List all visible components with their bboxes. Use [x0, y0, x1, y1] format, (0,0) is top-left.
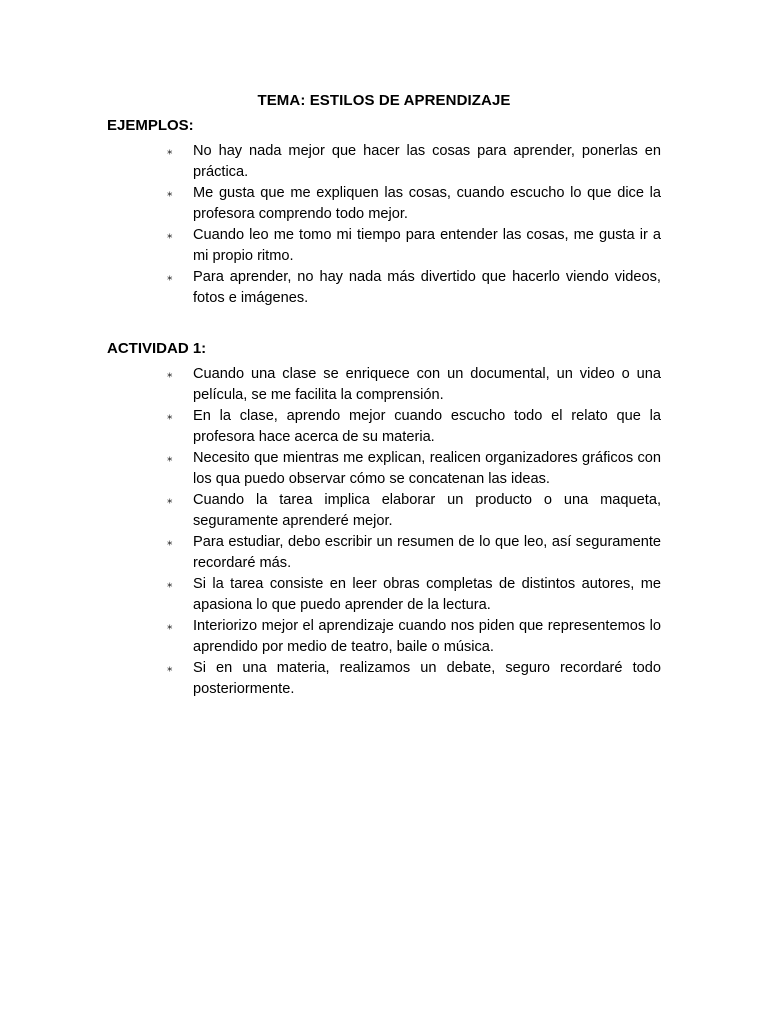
section-heading-ejemplos: EJEMPLOS:	[107, 117, 194, 134]
list-item	[167, 616, 661, 658]
list-item-text: Interiorizo mejor el aprendizaje cuando nos piden que representemos lo aprendido por medio de teatro, baile o música.	[193, 618, 661, 655]
asterisk-bullet-icon: ⁎	[167, 578, 173, 590]
list-item	[167, 141, 661, 183]
list-item-text: Necesito que mientras me explican, realicen organizadores gráficos con los qua puedo observar cómo se concatenan las ideas.	[193, 450, 661, 487]
page-title: TEMA: ESTILOS DE APRENDIZAJE	[257, 92, 511, 109]
asterisk-bullet-icon: ⁎	[167, 368, 173, 380]
asterisk-bullet-icon: ⁎	[167, 271, 173, 283]
list-item	[167, 183, 661, 225]
asterisk-bullet-icon: ⁎	[167, 662, 173, 674]
list-item	[167, 225, 661, 267]
list-item-text: Para estudiar, debo escribir un resumen de lo que leo, así seguramente recordaré más.	[193, 534, 661, 571]
asterisk-bullet-icon: ⁎	[167, 229, 173, 241]
list-item	[167, 658, 661, 700]
list-item-text: Cuando la tarea implica elaborar un producto o una maqueta, seguramente aprenderé mejor.	[193, 492, 661, 529]
list-item-text: Me gusta que me expliquen las cosas, cuando escucho lo que dice la profesora comprendo todo mejor.	[193, 185, 661, 222]
asterisk-bullet-icon: ⁎	[167, 187, 173, 199]
list-item	[167, 267, 661, 309]
asterisk-bullet-icon: ⁎	[167, 620, 173, 632]
asterisk-bullet-icon: ⁎	[167, 536, 173, 548]
list-item	[167, 364, 661, 406]
list-item-text: No hay nada mejor que hacer las cosas para aprender, ponerlas en práctica.	[193, 143, 661, 180]
list-item-text: En la clase, aprendo mejor cuando escucho todo el relato que la profesora hace acerca de su materia.	[193, 408, 661, 445]
list-item-text: Si en una materia, realizamos un debate, seguro recordaré todo posteriormente.	[193, 660, 661, 697]
list-item	[167, 448, 661, 490]
section-heading-actividad-1: ACTIVIDAD 1:	[107, 340, 207, 357]
list-item-text: Para aprender, no hay nada más divertido que hacerlo viendo videos, fotos e imágenes.	[193, 269, 661, 306]
asterisk-bullet-icon: ⁎	[167, 145, 173, 157]
activity-list	[167, 364, 661, 700]
list-item-text: Si la tarea consiste en leer obras completas de distintos autores, me apasiona lo que puedo aprender de la lectura.	[193, 576, 661, 613]
list-item	[167, 490, 661, 532]
list-item-text: Cuando leo me tomo mi tiempo para entender las cosas, me gusta ir a mi propio ritmo.	[193, 227, 661, 264]
asterisk-bullet-icon: ⁎	[167, 452, 173, 464]
list-item	[167, 574, 661, 616]
list-item	[167, 406, 661, 448]
examples-list	[167, 141, 661, 309]
list-item-text: Cuando una clase se enriquece con un documental, un video o una película, se me facilita la comprensión.	[193, 366, 661, 403]
asterisk-bullet-icon: ⁎	[167, 494, 173, 506]
list-item	[167, 532, 661, 574]
asterisk-bullet-icon: ⁎	[167, 410, 173, 422]
